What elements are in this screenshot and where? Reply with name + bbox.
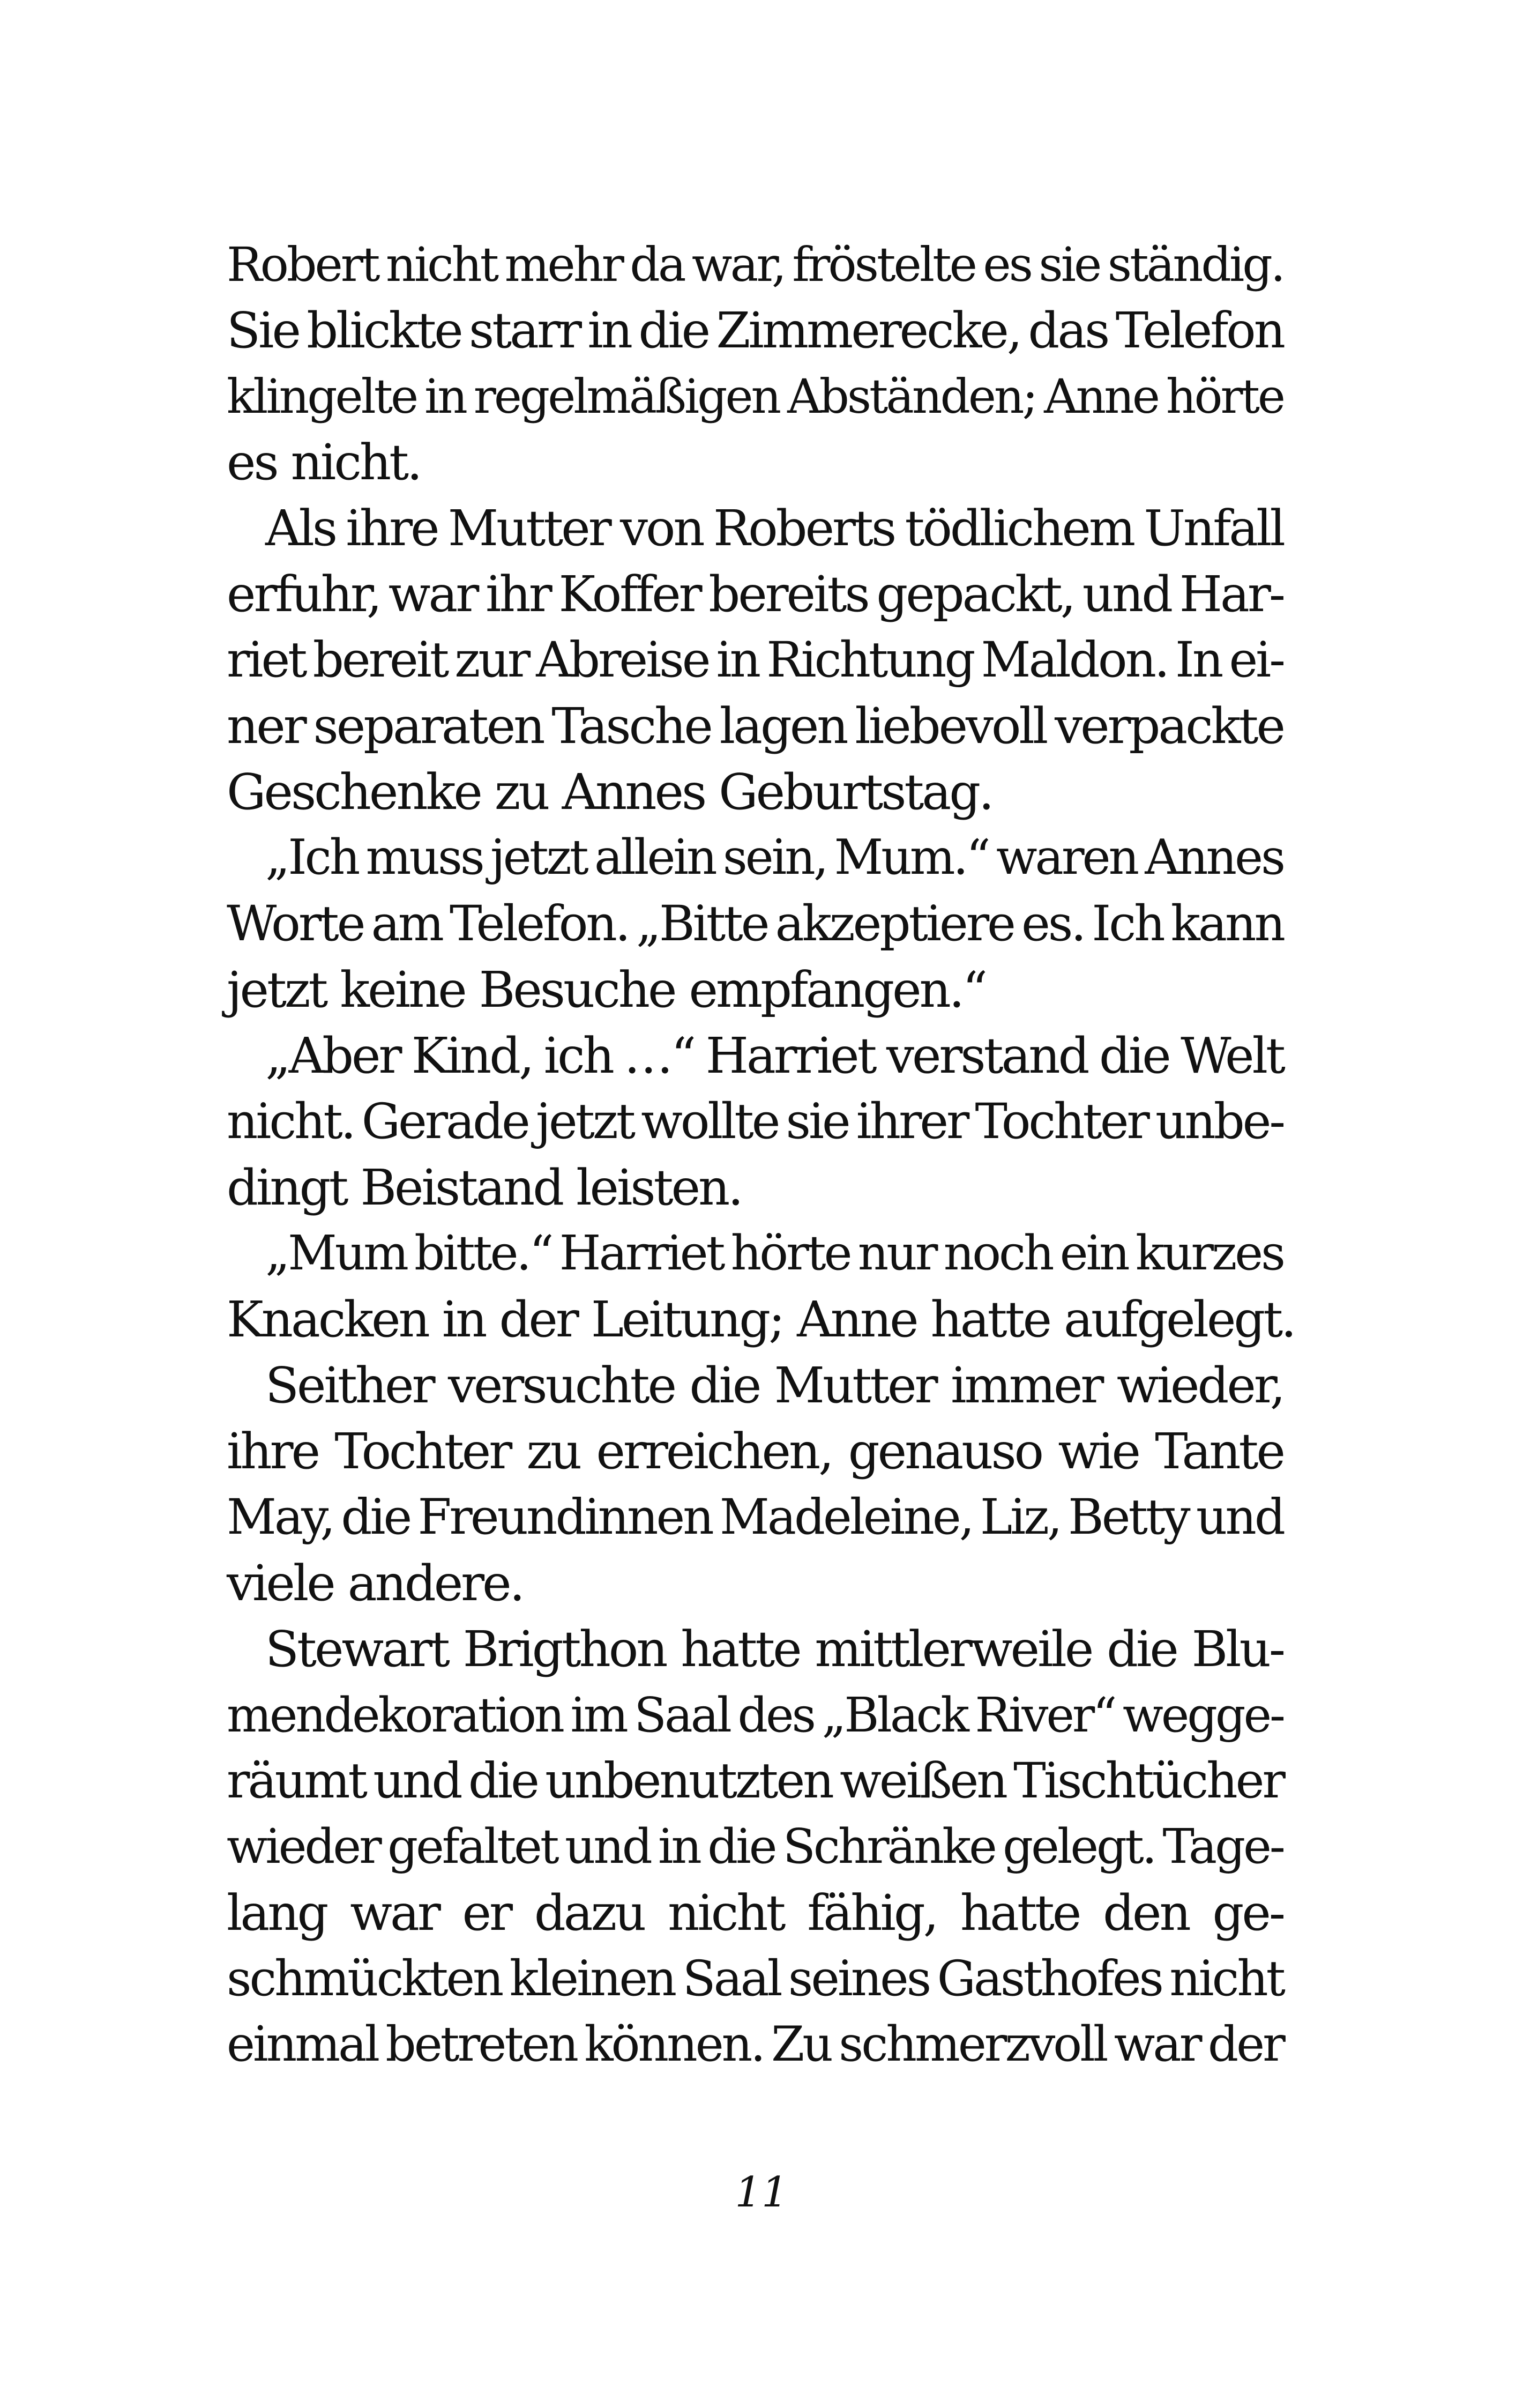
word: Als: [265, 500, 336, 557]
word: Mutter: [774, 1357, 936, 1414]
word: Richtung: [766, 632, 974, 688]
word: jetzt: [535, 1094, 634, 1150]
text-line: [227, 363, 1283, 429]
word: bereits: [708, 566, 868, 623]
word: seines: [788, 1951, 930, 2007]
text-line: [227, 561, 1283, 627]
word: hatte: [930, 1291, 1050, 1348]
word: die: [1099, 1027, 1169, 1084]
word: von: [620, 500, 703, 557]
word: Abreise: [536, 632, 709, 688]
word: Liz,: [980, 1489, 1061, 1545]
word: Robert: [227, 237, 378, 292]
word: ner: [227, 697, 305, 755]
word: „Bitte: [636, 896, 768, 952]
word: „Black: [822, 1688, 967, 1743]
word: der: [1207, 2017, 1283, 2072]
word: Besuche: [479, 961, 675, 1019]
word: ihre: [346, 500, 438, 557]
word: Tasche: [551, 697, 711, 755]
word: hatte: [960, 1884, 1080, 1942]
page-number: 11: [735, 2168, 788, 2217]
word: und: [564, 1819, 651, 1875]
word: nicht.: [290, 434, 421, 491]
word: muss: [365, 830, 483, 886]
word: Saal: [634, 1688, 730, 1743]
word: Seither: [265, 1357, 434, 1414]
word: Blu-: [1191, 1621, 1283, 1678]
text-line: [227, 693, 1283, 759]
word: dazu: [534, 1884, 645, 1942]
word: fröstelte: [792, 237, 976, 292]
word: hatte: [681, 1621, 800, 1678]
word: noch: [943, 1225, 1052, 1281]
text-line: [227, 1155, 1283, 1221]
word: ihre: [227, 1423, 319, 1480]
word: verpackte: [1055, 697, 1283, 755]
word: viele: [227, 1555, 334, 1612]
word: Koffer: [558, 566, 700, 623]
word: nicht: [385, 237, 497, 292]
word: ein: [1059, 1225, 1128, 1281]
word: Welt: [1181, 1027, 1283, 1084]
word: keine: [340, 961, 465, 1019]
word: es: [983, 237, 1032, 292]
word: Geburtstag.: [719, 763, 992, 821]
word: in: [716, 632, 759, 688]
word: River“: [975, 1688, 1115, 1743]
word: war: [350, 1884, 439, 1942]
word: ständig.: [1107, 237, 1283, 292]
word: schmückten: [227, 1951, 502, 2007]
word: kurzes: [1135, 1225, 1283, 1281]
text-line: [227, 1352, 1283, 1418]
word: waren: [996, 830, 1138, 886]
word: Tochter: [975, 1094, 1148, 1150]
word: Kind,: [411, 1027, 533, 1084]
word: Schränke: [782, 1819, 995, 1875]
word: schmerzvoll: [839, 2017, 1107, 2072]
text-line: [227, 1748, 1283, 1814]
word: das: [1028, 302, 1108, 359]
word: Saal: [682, 1951, 781, 2007]
word: genauso: [848, 1423, 1042, 1480]
text-line: [227, 1418, 1283, 1484]
word: separaten: [313, 697, 543, 755]
word: Telefon: [1115, 302, 1283, 359]
text-line: [227, 2012, 1283, 2078]
word: „Mum: [265, 1225, 407, 1281]
text-line: [227, 1682, 1283, 1748]
text-line: [227, 825, 1283, 891]
word: da: [630, 237, 684, 292]
word: die: [341, 1489, 410, 1545]
text-line: [227, 1550, 1283, 1616]
word: aufgelegt.: [1064, 1291, 1295, 1348]
word: unbe-: [1155, 1094, 1283, 1150]
word: Unfall: [1144, 500, 1283, 557]
word: mehr: [504, 237, 622, 292]
word: räumt: [227, 1753, 366, 1809]
word: …“: [624, 1027, 695, 1084]
word: verstand: [886, 1027, 1088, 1084]
word: wollte: [641, 1094, 779, 1150]
word: regelmäßigen: [473, 369, 780, 424]
word: Geschenke: [227, 763, 481, 821]
word: ich: [543, 1027, 613, 1084]
word: empfangen.“: [689, 961, 986, 1019]
word: es.: [1021, 896, 1085, 952]
text-line: [227, 1616, 1283, 1682]
word: Worte: [227, 896, 364, 952]
word: und: [373, 1753, 461, 1809]
word: Tochter: [334, 1423, 511, 1480]
word: kleinen: [509, 1951, 675, 2007]
word: Har-: [1179, 566, 1283, 623]
word: Harriet: [705, 1027, 875, 1084]
text-line: [227, 1023, 1283, 1089]
word: Anne: [1044, 369, 1158, 424]
word: wieder,: [1116, 1357, 1283, 1414]
word: wieder: [227, 1819, 380, 1875]
text-line: [227, 1814, 1283, 1880]
word: erreichen,: [596, 1423, 832, 1480]
word: den: [1103, 1884, 1189, 1942]
word: die: [638, 302, 709, 359]
word: andere.: [347, 1555, 523, 1612]
word: Brigthon: [462, 1621, 666, 1678]
word: einmal: [227, 2017, 378, 2072]
word: Roberts: [713, 500, 895, 557]
word: und: [1196, 1489, 1283, 1545]
word: Annes: [1145, 830, 1283, 886]
word: kann: [1170, 896, 1283, 952]
word: die: [468, 1753, 537, 1809]
word: versuchte: [448, 1357, 675, 1414]
word: gepackt,: [876, 566, 1074, 623]
word: Zimmerecke,: [716, 302, 1021, 359]
word: ge-: [1212, 1884, 1283, 1942]
word: in: [442, 1291, 486, 1348]
word: zu: [526, 1423, 580, 1480]
word: Harriet: [559, 1225, 723, 1281]
word: dingt: [227, 1159, 347, 1216]
word: gelegt.: [1003, 1819, 1155, 1875]
text-line: [227, 1221, 1283, 1287]
word: lagen: [719, 697, 847, 755]
text-line: [227, 1287, 1295, 1352]
word: nur: [857, 1225, 936, 1281]
word: in: [658, 1819, 700, 1875]
word: Tischtücher: [1013, 1753, 1283, 1809]
word: nicht.: [227, 1094, 354, 1150]
word: starr: [469, 302, 580, 359]
word: er: [462, 1884, 511, 1942]
word: liebevoll: [855, 697, 1047, 755]
word: Maldon.: [981, 632, 1168, 688]
word: in: [424, 369, 466, 424]
text-line: [227, 1484, 1283, 1550]
word: „Ich: [265, 830, 359, 886]
word: im: [570, 1688, 626, 1743]
word: Gasthofes: [937, 1951, 1162, 2007]
word: bitte.“: [414, 1225, 552, 1281]
word: Stewart: [265, 1621, 448, 1678]
word: Mutter: [447, 500, 610, 557]
word: Mum.“: [834, 830, 989, 886]
word: können.: [584, 2017, 764, 2072]
word: immer: [951, 1357, 1102, 1414]
word: leisten.: [576, 1159, 742, 1216]
word: es: [227, 434, 277, 491]
word: Abständen;: [787, 369, 1036, 424]
word: betreten: [385, 2017, 577, 2072]
word: Tante: [1155, 1423, 1283, 1480]
text-line: [227, 627, 1283, 693]
word: wegge-: [1123, 1688, 1283, 1743]
text-line: [227, 891, 1283, 957]
word: ihrer: [856, 1094, 968, 1150]
word: Leitung;: [591, 1291, 783, 1348]
word: gefaltet: [387, 1819, 557, 1875]
word: Betty: [1068, 1489, 1189, 1545]
word: jetzt: [227, 961, 326, 1019]
word: mittlerweile: [815, 1621, 1092, 1678]
word: Ich: [1092, 896, 1163, 952]
word: unbenutzten: [545, 1753, 832, 1809]
word: nicht: [668, 1884, 784, 1942]
text-line: [227, 429, 1283, 495]
word: Gerade: [361, 1094, 528, 1150]
word: bereit: [312, 632, 447, 688]
word: die: [707, 1819, 775, 1875]
word: sein,: [722, 830, 827, 886]
word: lang: [227, 1884, 327, 1942]
word: tödlichem: [905, 500, 1134, 557]
word: allein: [594, 830, 715, 886]
word: May,: [227, 1489, 334, 1545]
word: sie: [1039, 237, 1100, 292]
text-line: [227, 1946, 1283, 2012]
word: klingelte: [227, 369, 417, 424]
text-line: [227, 232, 1283, 298]
word: der: [499, 1291, 577, 1348]
word: nicht: [1169, 1951, 1283, 2007]
word: ei-: [1229, 632, 1283, 688]
word: Annes: [562, 763, 705, 821]
text-line: [227, 298, 1283, 363]
word: Sie: [227, 302, 299, 359]
word: Beistand: [360, 1159, 563, 1216]
text-line: [227, 759, 1283, 825]
word: Telefon.: [450, 896, 629, 952]
text-line: [227, 957, 1283, 1023]
word: weißen: [840, 1753, 1006, 1809]
word: hörte: [730, 1225, 850, 1281]
word: Freundinnen: [417, 1489, 712, 1545]
text-line: [227, 495, 1283, 561]
word: Tage-: [1162, 1819, 1283, 1875]
word: jetzt: [490, 830, 587, 886]
word: In: [1175, 632, 1222, 688]
text-line: [227, 1089, 1283, 1155]
word: wie: [1058, 1423, 1139, 1480]
word: am: [371, 896, 442, 952]
word: Zu: [771, 2017, 831, 2072]
word: zur: [454, 632, 529, 688]
word: war,: [691, 237, 785, 292]
word: zu: [494, 763, 548, 821]
word: war: [1114, 2017, 1200, 2072]
word: erfuhr,: [227, 566, 380, 623]
word: hörte: [1166, 369, 1283, 424]
word: mendekoration: [227, 1688, 563, 1743]
word: Madeleine,: [719, 1489, 973, 1545]
text-line: [227, 1880, 1283, 1946]
body-text: [227, 232, 1295, 2078]
word: akzeptiere: [775, 896, 1014, 952]
word: Anne: [797, 1291, 917, 1348]
word: blickte: [307, 302, 461, 359]
word: ihr: [486, 566, 550, 623]
word: fähig,: [807, 1884, 937, 1942]
word: war: [388, 566, 477, 623]
word: „Aber: [265, 1027, 400, 1084]
word: die: [1107, 1621, 1177, 1678]
word: und: [1082, 566, 1171, 623]
word: des: [737, 1688, 814, 1743]
word: sie: [786, 1094, 849, 1150]
word: Knacken: [227, 1291, 428, 1348]
word: die: [689, 1357, 760, 1414]
word: in: [587, 302, 631, 359]
word: riet: [227, 632, 305, 688]
